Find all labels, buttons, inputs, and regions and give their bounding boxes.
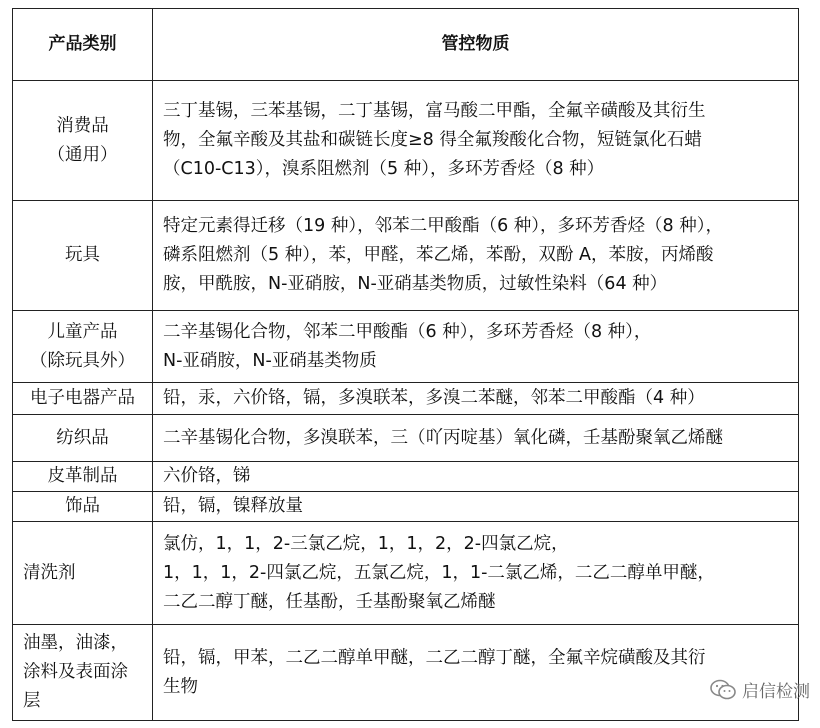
table-row xyxy=(13,311,799,383)
substance-line: 特定元素得迁移（19 种），邻苯二甲酸酯（6 种），多环芳香烃（8 种）， xyxy=(163,216,723,236)
substance-line: 磷系阻燃剂（5 种），苯，甲醛，苯乙烯，苯酚，双酚 A，苯胺，丙烯酸 xyxy=(163,245,714,265)
substance-line: 铅，镉，镍释放量 xyxy=(163,496,303,516)
category-cell xyxy=(13,201,153,311)
substance-line: 六价铬，锑 xyxy=(163,466,251,486)
substances-cell xyxy=(153,492,799,522)
header-substances: 管控物质 xyxy=(153,9,799,81)
table-row xyxy=(13,415,799,462)
category-line: （通用） xyxy=(47,144,118,165)
category-line: 饰品 xyxy=(65,496,100,516)
category-cell xyxy=(13,492,153,522)
table-row xyxy=(13,625,799,721)
wechat-icon xyxy=(710,679,736,701)
substances-cell xyxy=(153,201,799,311)
substance-line: 1，1，1，2-四氯乙烷，五氯乙烷，1，1-二氯乙烯，二乙二醇单甲醚， xyxy=(163,562,715,583)
table-row xyxy=(13,81,799,201)
table-row xyxy=(13,383,799,415)
category-line: 层 xyxy=(23,691,41,711)
category-cell xyxy=(13,81,153,201)
substance-line: 铅，镉，甲苯，二乙二醇单甲醚，二乙二醇丁醚，全氟辛烷磺酸及其衍 xyxy=(163,647,706,668)
category-cell xyxy=(13,383,153,415)
substances-cell xyxy=(153,462,799,492)
substance-line: N-亚硝胺，N-亚硝基类物质 xyxy=(163,350,377,371)
substances-cell xyxy=(153,311,799,383)
category-cell xyxy=(13,625,153,721)
substances-cell xyxy=(153,415,799,462)
category-line: 消费品 xyxy=(56,115,109,136)
category-line: 玩具 xyxy=(65,245,100,265)
substance-line: 物，全氟辛酸及其盐和碳链长度≥8 得全氟羧酸化合物，短链氯化石蜡 xyxy=(163,130,702,150)
category-line: 纺织品 xyxy=(56,427,109,448)
category-line: 清洗剂 xyxy=(23,562,76,583)
substance-line: 氯仿，1，1，2-三氯乙烷，1，1，2，2-四氯乙烷， xyxy=(163,533,569,554)
table-row xyxy=(13,462,799,492)
category-line: 皮革制品 xyxy=(47,466,118,486)
substances-cell xyxy=(153,625,799,721)
header-category: 产品类别 xyxy=(13,9,153,81)
table-row xyxy=(13,201,799,311)
category-cell xyxy=(13,415,153,462)
category-line: 电子电器产品 xyxy=(30,388,135,408)
table-header-row xyxy=(13,9,799,81)
substance-table xyxy=(12,8,799,721)
watermark-text: 启信检测 xyxy=(742,682,810,702)
substance-line: 铅，汞，六价铬，镉，多溴联苯，多溴二苯醚，邻苯二甲酸酯（4 种） xyxy=(163,388,705,408)
category-line: 涂料及表面涂 xyxy=(23,662,128,682)
category-cell xyxy=(13,311,153,383)
category-cell xyxy=(13,522,153,625)
category-line: 儿童产品 xyxy=(47,321,118,342)
substance-line: 生物 xyxy=(163,676,198,697)
substance-line: 二辛基锡化合物，多溴联苯，三（吖丙啶基）氧化磷，壬基酚聚氧乙烯醚 xyxy=(163,427,723,448)
substance-line: 二辛基锡化合物，邻苯二甲酸酯（6 种），多环芳香烃（8 种）， xyxy=(163,321,652,342)
category-line: （除玩具外） xyxy=(30,350,135,371)
table-row xyxy=(13,522,799,625)
watermark xyxy=(710,677,810,702)
substance-line: 三丁基锡，三苯基锡，二丁基锡，富马酸二甲酯，全氟辛磺酸及其衍生 xyxy=(163,101,706,121)
substances-cell xyxy=(153,383,799,415)
substances-cell xyxy=(153,522,799,625)
substances-cell xyxy=(153,81,799,201)
substance-line: 胺，甲酰胺，N-亚硝胺，N-亚硝基类物质，过敏性染料（64 种） xyxy=(163,274,668,294)
category-cell xyxy=(13,462,153,492)
table-row xyxy=(13,492,799,522)
category-line: 油墨，油漆， xyxy=(23,633,128,653)
substance-line: 二乙二醇丁醚，任基酚，壬基酚聚氧乙烯醚 xyxy=(163,591,496,612)
substance-line: （C10-C13），溴系阻燃剂（5 种），多环芳香烃（8 种） xyxy=(163,159,605,179)
